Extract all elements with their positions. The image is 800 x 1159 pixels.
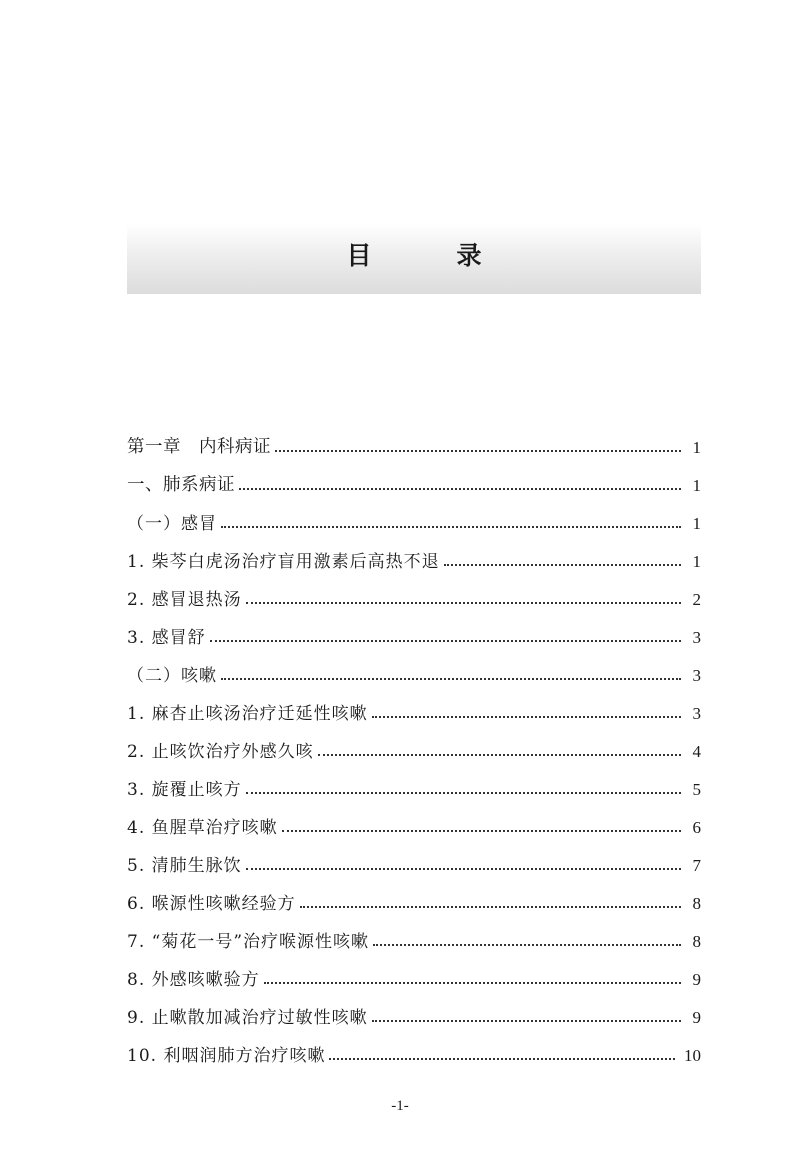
toc-entry-label: 5. 清肺生脉饮	[127, 856, 242, 876]
toc-leader-dots	[239, 488, 681, 490]
toc-entry-item[interactable]	[127, 954, 701, 992]
table-of-contents	[127, 422, 701, 1068]
toc-entry-item[interactable]	[127, 574, 701, 612]
toc-leader-dots	[264, 982, 681, 984]
toc-leader-dots	[372, 716, 681, 718]
toc-entry-item[interactable]	[127, 802, 701, 840]
toc-entry-label: 10. 利咽润肺方治疗咳嗽	[127, 1046, 326, 1066]
toc-entry-page: 5	[692, 780, 701, 799]
toc-entry-label: 8. 外感咳嗽验方	[127, 970, 260, 990]
toc-entry-section-1[interactable]	[127, 460, 701, 498]
toc-entry-label: 2. 感冒退热汤	[127, 590, 242, 610]
toc-entry-page: 1	[692, 552, 701, 571]
toc-entry-subsection-2[interactable]	[127, 650, 701, 688]
page-number: -1-	[391, 1098, 409, 1114]
toc-entry-item[interactable]	[127, 840, 701, 878]
toc-leader-dots	[246, 868, 681, 870]
toc-entry-chapter-1[interactable]	[127, 422, 701, 460]
toc-entry-label: 3. 感冒舒	[127, 628, 206, 648]
toc-entry-item[interactable]	[127, 536, 701, 574]
toc-entry-label: 7. “菊花一号”治疗喉源性咳嗽	[127, 932, 370, 952]
toc-leader-dots	[210, 640, 681, 642]
toc-entry-label: 一、肺系病证	[127, 475, 235, 495]
toc-entry-item[interactable]	[127, 726, 701, 764]
toc-leader-dots	[221, 526, 681, 528]
toc-entry-page: 1	[692, 476, 701, 495]
toc-entry-item[interactable]	[127, 764, 701, 802]
toc-entry-label: 4. 鱼腥草治疗咳嗽	[127, 818, 278, 838]
toc-leader-dots	[282, 830, 681, 832]
toc-entry-label: 6. 喉源性咳嗽经验方	[127, 894, 296, 914]
toc-leader-dots	[246, 792, 681, 794]
toc-leader-dots	[444, 564, 681, 566]
toc-leader-dots	[329, 1058, 675, 1060]
toc-entry-page: 8	[692, 894, 701, 913]
toc-entry-label: （二）咳嗽	[127, 666, 217, 686]
toc-entry-item[interactable]	[127, 878, 701, 916]
toc-leader-dots	[372, 1020, 681, 1022]
toc-entry-page: 1	[692, 438, 701, 457]
toc-entry-item[interactable]	[127, 916, 701, 954]
page-title: 目 录	[346, 241, 512, 270]
toc-leader-dots	[221, 678, 681, 680]
toc-entry-item[interactable]	[127, 1030, 701, 1068]
toc-entry-item[interactable]	[127, 992, 701, 1030]
toc-entry-page: 8	[692, 932, 701, 951]
toc-leader-dots	[246, 602, 681, 604]
toc-entry-page: 10	[684, 1046, 701, 1065]
toc-entry-page: 9	[692, 1008, 701, 1027]
toc-entry-label: 9. 止嗽散加减治疗过敏性咳嗽	[127, 1008, 368, 1028]
toc-entry-page: 3	[692, 704, 701, 723]
toc-leader-dots	[318, 754, 681, 756]
toc-entry-subsection-1[interactable]	[127, 498, 701, 536]
toc-entry-page: 2	[692, 590, 701, 609]
toc-entry-page: 3	[692, 666, 701, 685]
toc-entry-label: 1. 麻杏止咳汤治疗迁延性咳嗽	[127, 704, 368, 724]
toc-entry-page: 9	[692, 970, 701, 989]
toc-leader-dots	[373, 944, 681, 946]
toc-leader-dots	[300, 906, 681, 908]
toc-entry-item[interactable]	[127, 612, 701, 650]
toc-entry-page: 4	[692, 742, 701, 761]
toc-entry-label: （一）感冒	[127, 514, 217, 534]
toc-entry-page: 6	[692, 818, 701, 837]
toc-entry-page: 7	[692, 856, 701, 875]
toc-entry-item[interactable]	[127, 688, 701, 726]
toc-entry-label: 第一章 内科病证	[127, 437, 271, 457]
toc-entry-label: 3. 旋覆止咳方	[127, 780, 242, 800]
toc-entry-label: 2. 止咳饮治疗外感久咳	[127, 742, 314, 762]
toc-leader-dots	[275, 450, 681, 452]
toc-entry-label: 1. 柴芩白虎汤治疗盲用激素后高热不退	[127, 552, 440, 572]
toc-entry-page: 1	[692, 514, 701, 533]
title-band	[127, 224, 701, 294]
toc-entry-page: 3	[692, 628, 701, 647]
